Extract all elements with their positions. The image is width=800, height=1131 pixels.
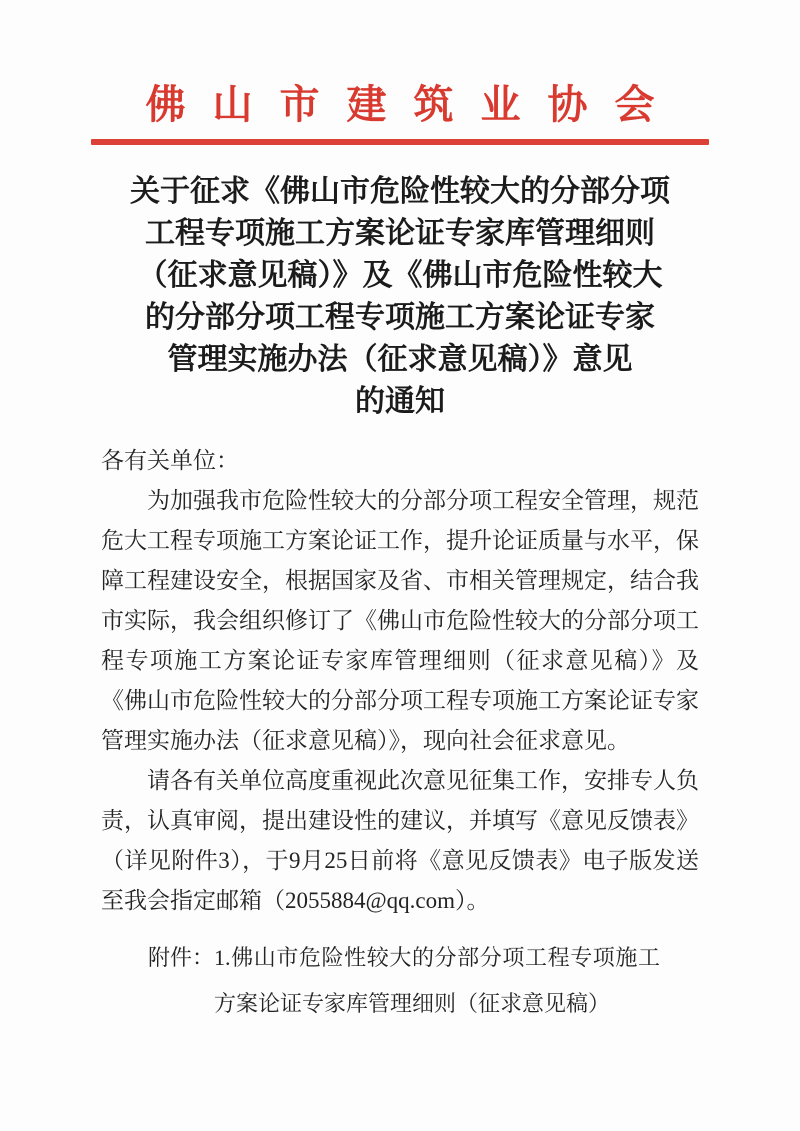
- notice-title-line: 的通知: [355, 385, 445, 418]
- notice-title: [80, 171, 720, 423]
- notice-title-line: 的分部分项工程专项施工方案论证专家: [145, 301, 655, 334]
- org-name: [0, 84, 800, 126]
- letterhead-divider-rule: [91, 139, 709, 145]
- body-paragraph-2: 请各有关单位高度重视此次意见征集工作，安排专人负责，认真审阅，提出建设性的建议，并填写《意见反馈表》（详见附件3），于9月25日前将《意见反馈表》电子版发送至我会指定邮箱（2055884@qq.com）。: [101, 768, 699, 913]
- org-name-text: 佛山市建筑业协会: [145, 82, 682, 127]
- letterhead: [0, 0, 800, 145]
- body-paragraph-1: 为加强我市危险性较大的分部分项工程安全管理，规范危大工程专项施工方案论证工作，提升论证质量与水平，保障工程建设安全，根据国家及省、市相关管理规定，结合我市实际，我会组织修订了《佛山市危险性较大的分部分项工程专项施工方案论证专家库管理细则（征求意见稿）》及《佛山市危险性较大的分部分项工程专项施工方案论证专家管理实施办法（征求意见稿）》，现向社会征求意见。: [101, 488, 699, 753]
- notice-title-line: 工程专项施工方案论证专家库管理细则: [145, 217, 655, 250]
- notice-title-line: （征求意见稿）》及《佛山市危险性较大: [137, 259, 663, 292]
- notice-title-line: 关于征求《佛山市危险性较大的分部分项: [130, 175, 670, 208]
- attachment-item-1: 1.佛山市危险性较大的分部分项工程专项施工方案论证专家库管理细则（征求意见稿）: [214, 945, 661, 1016]
- attachment-label: 附件：: [148, 945, 215, 970]
- notice-body: [101, 441, 699, 1027]
- notice-title-line: 管理实施办法（征求意见稿）》意见: [167, 343, 633, 376]
- salutation: 各有关单位：: [101, 448, 239, 473]
- attachment-block: [101, 935, 699, 1027]
